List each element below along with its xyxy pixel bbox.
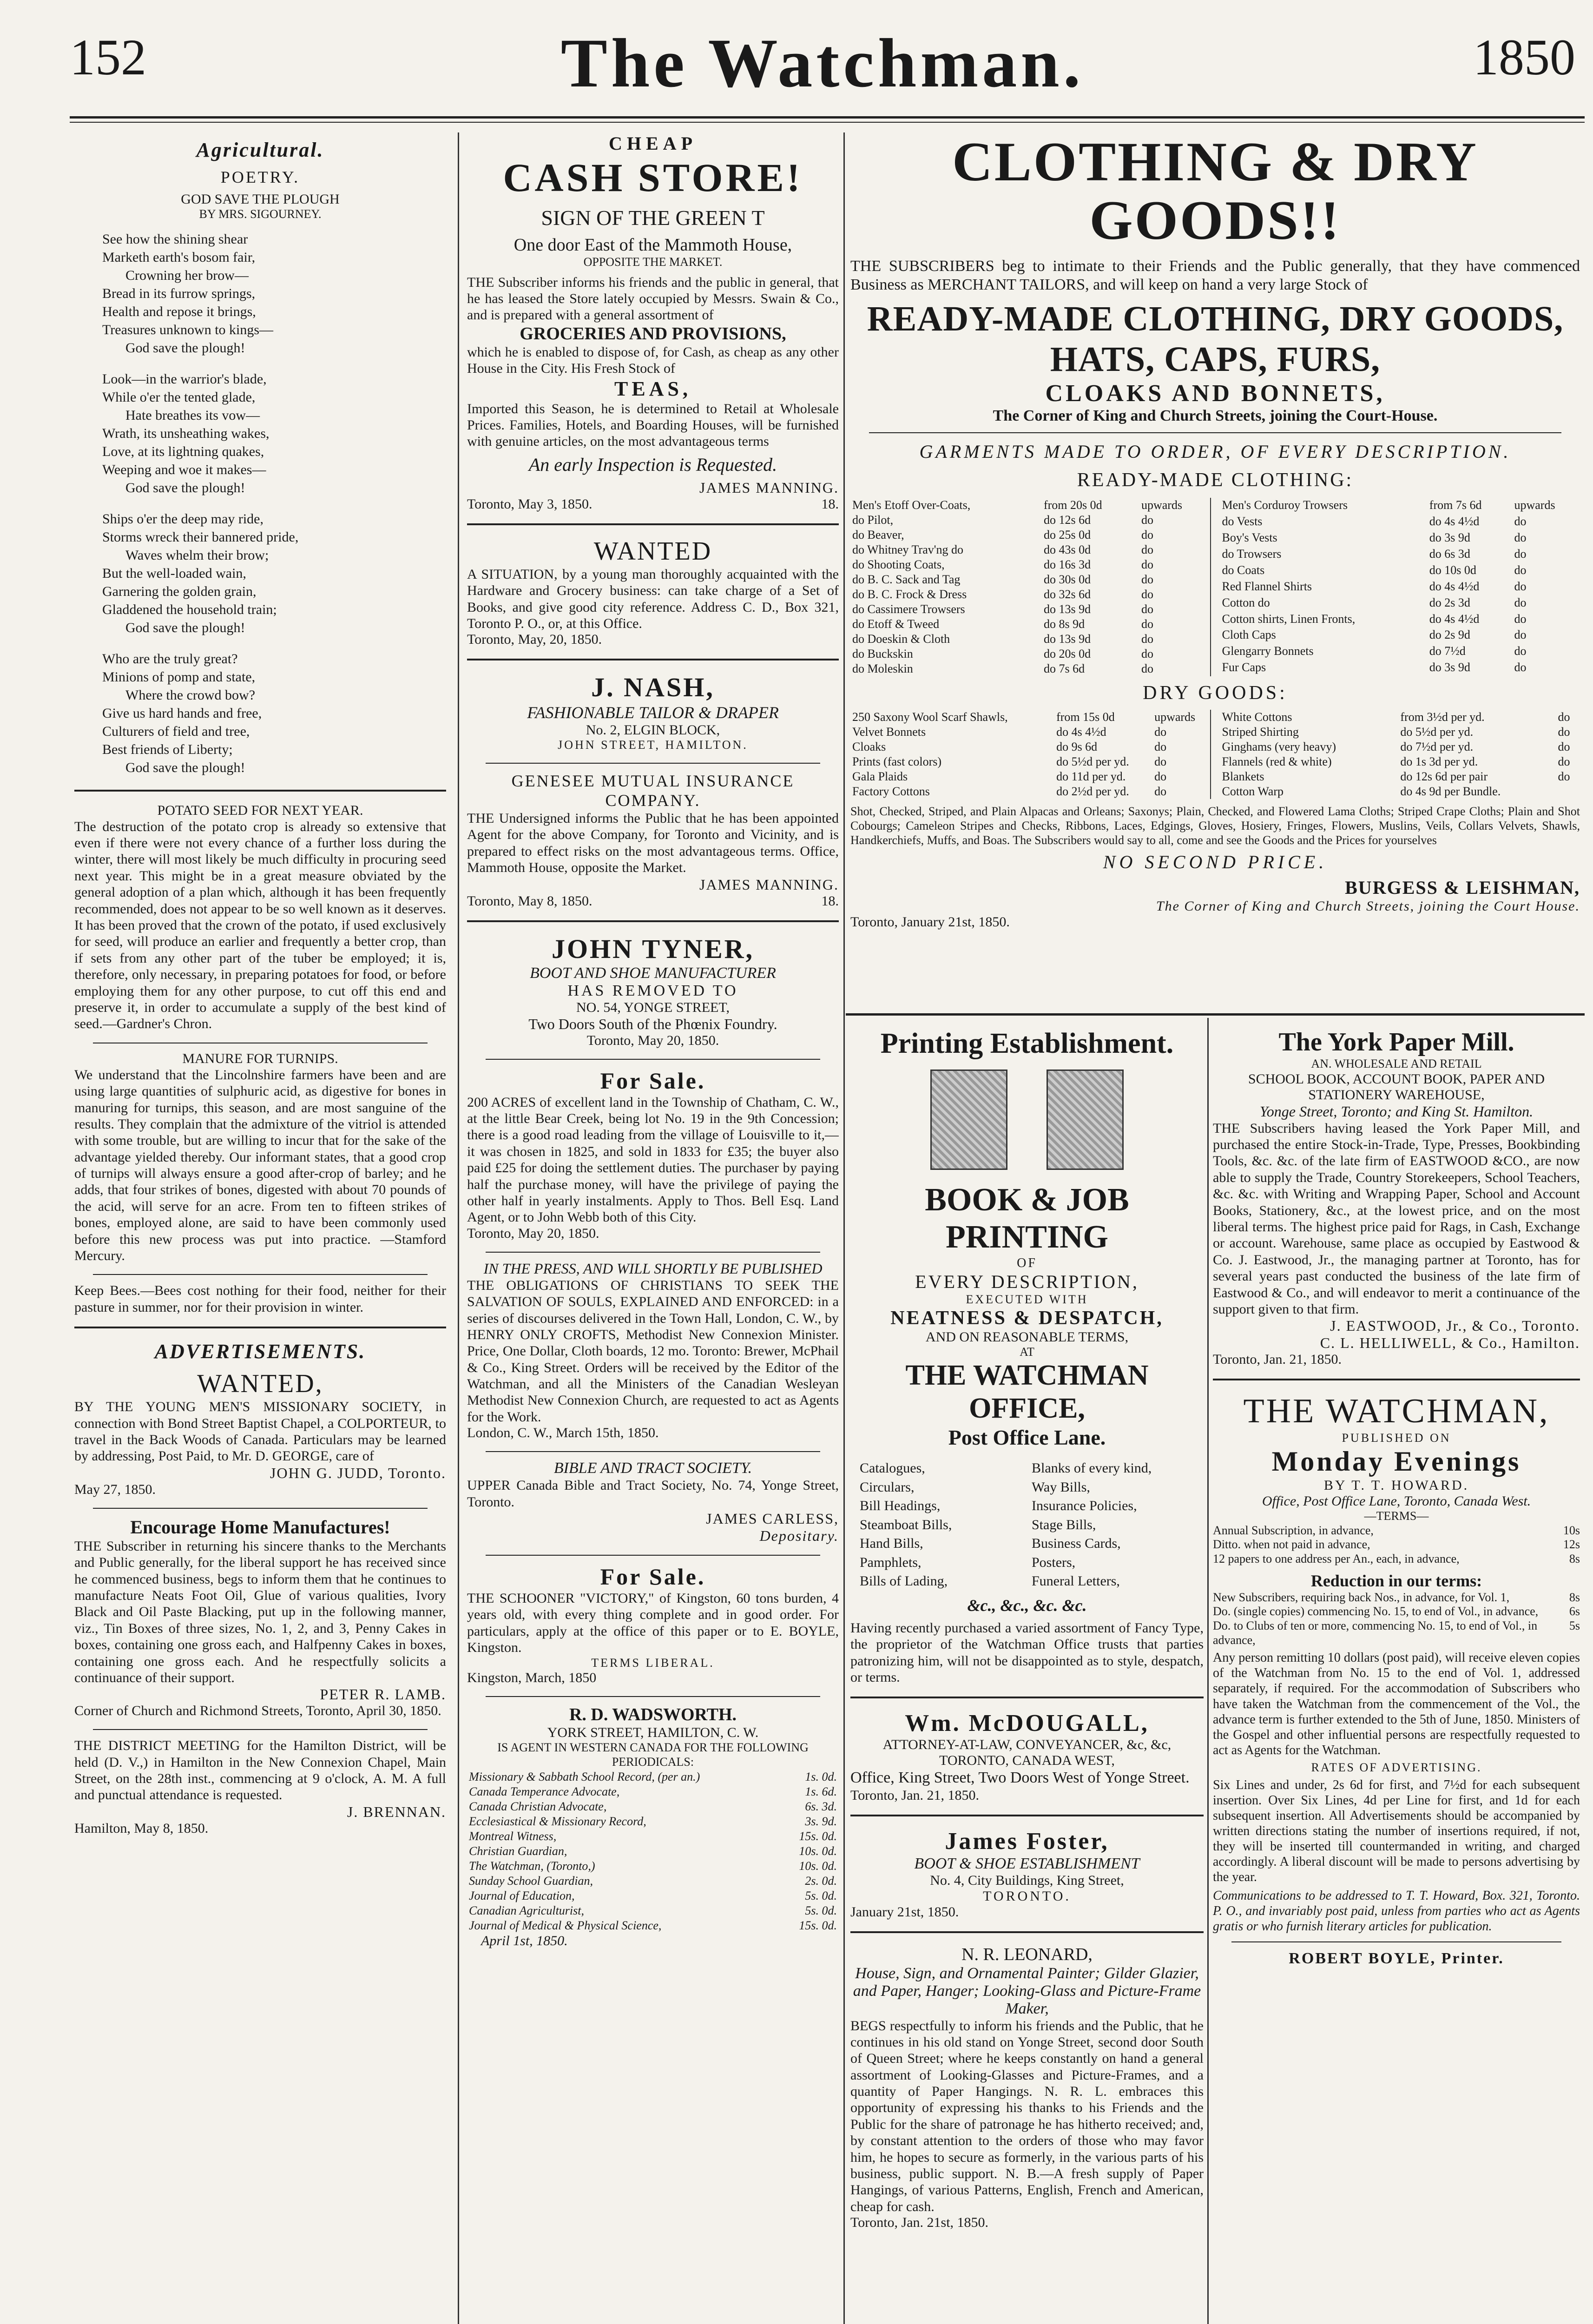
column-4: The York Paper Mill. AN. WHOLESALE AND RETAIL SCHOOL BOOK, ACCOUNT BOOK, PAPER AND STATIONERY WAREHOUSE, Yonge Street, Toronto; and King St. Hamilton. THE Subscribers having leased the York Paper Mill, and purchased the entire Stock-in-Trade, Type, Presses, Bookbinding Tools, &c. &c. of the late firm of EASTWOOD &CO., are now able to supply the Trade, Country Storekeepers, School Teachers, &c. &c. with Writing and Wrapping Paper, School and Account Books, Stationery, &c., at the lowest price, and on the most liberal terms. The highest price paid for Rags, in Cash, Exchange or account. Warehouse, same place as occupied by Eastwood & Co. J. Eastwood, Jr., the managing partner at Toronto, has for several years past conducted the business of the late firm of Eastwood & Co., and will endeavor to merit a continuance of the support given to that firm. J. EASTWOOD, Jr., & Co., Toronto. C. L. HELLIWELL, & Co., Hamilton. Toronto, Jan. 21, 1850. THE WATCHMAN, PUBLISHED ON Monday Evenings BY T. T. HOWARD. Office, Post Office Lane, Toronto, Canada West. —TERMS— Annual Subscription, in advance, 10s Ditto. when not paid in advance, 12s 12 papers to one address per An., each, in advance, 8s Reduction in our terms: New Subscribers, requiring back Nos., in advance, for Vol. 1, 8s Do. (single copies) commencing No. 15, to end of Vol., in advance, 6s Do. to Clubs of ten or more, commencing No. 15, to end of Vol., in advance, 5s Any person remitting 10 dollars (post paid), will receive eleven copies of the Watchman from No. 15 to the end of Vol. 1, addressed separately, if required. For the accommodation of Subscribers who have taken the Watchman from the commencement of the Vol., the advance term is further extended to the 5th of June, 1850. Ministers of the Gospel and other influential persons are respectfully requested to act as Agents for the Watchman. RATES OF ADVERTISING. Six Lines and under, 2s 6d for first, and 7½d for each subsequent insertion. Over Six Lines, 4d per Line for first, and 1d for each subsequent insertion. All Advertisements should be accompanied by written directions stating the number of insertions required, if not, they will be inserted till countermanded in writing, and charged accordingly. A liberal discount will be made to persons advertising by the year. Communications to be addressed to T. T. Howard, Box. 321, Toronto. P. O., and invariably post paid, unless from parties who act as Agents gratis or who furnish literary articles for publication. ROBERT BOYLE, Printer. bbox=[1213, 1028, 1580, 1967]
table-row: do Whitney Trav'ng do do 43s 0d do bbox=[852, 543, 1153, 557]
table-row: do Beaver, do 25s 0d do bbox=[852, 528, 1153, 542]
column-1: Agricultural. POETRY. GOD SAVE THE PLOUGH BY MRS. SIGOURNEY. See how the shining shear Marketh earth's bosom fair, Crowning her brow— Bread in its furrow springs, Health and repose it brings, Treasures unknown to kings— God save the plough! Look—in the warrior's blade, While o'er the tented glade, Hate breathes its vow— Wrath, its unsheathing wakes, Love, at its lightning quakes, Weeping and woe it makes— God save the plough! Ships o'er the deep may ride, Storms wreck their bannered pride, Waves whelm their brow; But the well-loaded wain, Garnering the golden grain, Gladdened the household train; God save the plough! Who are the truly great? Minions of pomp and state, Where the crowd bow? Give us hard hands and free, Culturers of field and tree, Best friends of Liberty; God save the plough! POTATO SEED FOR NEXT YEAR. The destruction of the potato crop is already so extensive that even if there were not every chance of a further loss during the winter, there will most likely be much difficulty in procuring seed next year. This might be in a great measure obviated by the general adoption of a plan which, although it has been frequently recommended, does not appear to be so well known as it deserves. It has been proved that the crown of the potato, if used exclusively for seed, will produce an earlier and frequently a better crop, than if sets from any other part of the tuber be employed; it is, therefore, only necessary, in preparing potatoes for food, or before employing them for any other purpose, to cut off this end and preserve it, in order to accumulate a supply of the best kind of seed.—Gardner's Chron. MANURE FOR TURNIPS. We understand that the Lincolnshire farmers have been and are using large quantities of sulphuric acid, as digestive for bones in manuring for turnips, this season, and are most sanguine of the results. They complain that the admixture of the vitriol is attended with some trouble, but are willing to incur that for the sake of the advantage yielded thereby. Our informant states, that a good crop of turnips will always ensure a good after-crop of barley; and he adds, that four strikes of bones, digested with about 70 pounds of the acid, will serve for an acre. From ten to fifteen strikes of bones, employed alone, are said to have been commonly used before this new process was put into practice. —Stamford Mercury. Keep Bees.—Bees cost nothing for their food, neither for their pasture in summer, nor for their provision in winter. ADVERTISEMENTS. WANTED, BY THE YOUNG MEN'S MISSIONARY SOCIETY, in connection with Bond Street Baptist Chapel, a COLPORTEUR, to travel in the Back Woods of Canada. Particulars may be learned by addressing, Post Paid, to Mr. D. GEORGE, care of JOHN G. JUDD, Toronto. May 27, 1850. Encourage Home Manufactures! THE Subscriber in returning his sincere thanks to the Merchants and Public generally, for the liberal support he has received since he commenced business, begs to inform them that he continues to manufacture Neats Foot Oil, Glue of various qualities, Ivory Black and Oil Paste Blacking, put up in the following manner, viz., Tin Boxes of three sizes, No. 1, 2, and 3, Penny Cakes in boxes, containing one gross each, and Halfpenny Cakes in boxes, containing one gross each. And he respectfully solicits a continuance of their support. PETER R. LAMB. Corner of Church and Richmond Streets, Toronto, April 30, 1850. THE DISTRICT MEETING for the Hamilton District, will be held (D. V.,) in Hamilton in the New Connexion Chapel, Main Street, on the 28th inst., commencing at 9 o'clock, A. M. A full and punctual attendance is requested. J. BRENNAN. Hamilton, May 8, 1850. bbox=[74, 139, 446, 1836]
wanted-heading: WANTED bbox=[593, 536, 712, 566]
masthead bbox=[70, 19, 1575, 112]
for-sale-heading: For Sale. bbox=[600, 1564, 706, 1590]
bible-society-heading: BIBLE AND TRACT SOCIETY. bbox=[553, 1459, 752, 1477]
clothing-bottom-rule bbox=[846, 1013, 1585, 1016]
leonard-heading: N. R. LEONARD, bbox=[961, 1944, 1093, 1964]
press-heading: IN THE PRESS, AND WILL SHORTLY BE PUBLISHED bbox=[483, 1260, 823, 1277]
no-second-price: NO SECOND PRICE. bbox=[1103, 852, 1328, 873]
table-row: Canada Temperance Advocate, 1s. 6d. bbox=[469, 1784, 837, 1798]
table-row: do Cassimere Trowsers do 13s 9d do bbox=[852, 602, 1153, 616]
year: 1850 bbox=[1473, 29, 1575, 86]
printer-figure-icon bbox=[1047, 1070, 1124, 1170]
table-row: Cloth Caps do 2s 9d do bbox=[1222, 628, 1527, 642]
newspaper-title: The Watchman. bbox=[560, 25, 1085, 102]
table-row: do Etoff & Tweed do 8s 9d do bbox=[852, 617, 1153, 631]
table-row: Fur Caps do 3s 9d do bbox=[1222, 660, 1527, 674]
table-row: Men's Etoff Over-Coats, from 20s 0d upwards bbox=[852, 498, 1183, 512]
genesee-heading: GENESEE MUTUAL INSURANCE COMPANY. bbox=[511, 772, 795, 810]
table-row: Montreal Witness, 15s. 0d. bbox=[469, 1829, 837, 1843]
poem-stanza: Ships o'er the deep may ride, Storms wreck their bannered pride, Waves whelm their brow; But the well-loaded wain, Garnering the golden grain, Gladdened the household train; God save the plough! bbox=[102, 511, 299, 635]
dry-goods-table-right bbox=[1220, 710, 1580, 799]
table-row: do Trowsers do 6s 3d do bbox=[1222, 547, 1527, 561]
potato-title: POTATO SEED FOR NEXT YEAR. bbox=[157, 802, 363, 818]
table-row: do Moleskin do 7s 6d do bbox=[852, 662, 1153, 676]
table-row: Sunday School Guardian, 2s. 0d. bbox=[469, 1874, 837, 1888]
column-divider bbox=[843, 132, 845, 2324]
ready-made-table-right bbox=[1220, 498, 1580, 676]
table-row: Ecclesiastical & Missionary Record, 3s. 9d. bbox=[469, 1814, 837, 1828]
column-3: Printing Establishment. BOOK & JOB PRINTING OF EVERY DESCRIPTION, EXECUTED WITH NEATNESS & DESPATCH, AND ON REASONABLE TERMS, AT THE WATCHMAN OFFICE, Post Office Lane. Catalogues, Circulars, Bill Headings, Steamboat Bills, Hand Bills, Pamphlets, Bills of Lading, Blanks of every kind, Way Bills, Insurance Policies, Stage Bills, Business Cards, Posters, Funeral Letters, &c., &c., &c. &c. Having recently purchased a varied assortment of Fancy Type, the proprietor of the Watchman Office trusts that parties patronizing him, will not be disappointed as to style, despatch, or terms. Wm. McDOUGALL, ATTORNEY-AT-LAW, CONVEYANCER, &c, &c, TORONTO, CANADA WEST, Office, King Street, Two Doors West of Yonge Street. Toronto, Jan. 21, 1850. James Foster, BOOT & SHOE ESTABLISHMENT No. 4, City Buildings, King Street, TORONTO. January 21st, 1850. N. R. LEONARD, House, Sign, and Ornamental Painter; Gilder Glazier, and Paper, Hanger; Looking-Glass and Picture-Frame Maker, BEGS respectfully to inform his friends and the Public, that he continues in his old stand on Yonge Street, second door South of Queen Street; where he keeps constantly on hand a general assortment of Looking-Glasses and Picture-Frames, and a quantity of Paper Hangings. N. R. L. embraces this opportunity of expressing his thanks to his Friends and the Public for the share of patronage he has hitherto received; and, by constant attention to the orders of those who may favor him, he hopes to secure as formerly, in the various parts of his business, public support. N. B.—A fresh supply of Paper Hangings, of various Patterns, English, French and American, cheap for cash. Toronto, Jan. 21st, 1850. bbox=[850, 1028, 1204, 2231]
advertisements-heading: ADVERTISEMENTS. bbox=[154, 1340, 366, 1363]
printing-heading: Printing Establishment. bbox=[880, 1028, 1174, 1059]
foster-heading: James Foster, bbox=[945, 1828, 1109, 1855]
table-row: Cloaks do 9s 6d do bbox=[852, 740, 1167, 754]
table-row: do B. C. Sack and Tag do 30s 0d do bbox=[852, 573, 1153, 587]
printer-credit: ROBERT BOYLE, Printer. bbox=[1289, 1949, 1504, 1967]
dry-goods-table-left bbox=[850, 710, 1211, 799]
table-row: Cotton do do 2s 3d do bbox=[1222, 595, 1527, 609]
clothing-ad: CLOTHING & DRY GOODS!! THE SUBSCRIBERS beg to intimate to their Friends and the Public generally, that they have commenced Business as MERCHANT TAILORS, and will keep on hand a very large Stock of READY-MADE CLOTHING, DRY GOODS, HATS, CAPS, FURS, CLOAKS AND BONNETS, The Corner of King and Church Streets, joining the Court-House. GARMENTS MADE TO ORDER, OF EVERY DESCRIPTION. READY-MADE CLOTHING: Men's Etoff Over-Coats, from 20s 0d upwards do Pilot, do 12s 6d do do Beaver, do 25s 0d do do Whitney Trav'ng do do 43s 0d do do Shooting Coats, do 16s 3d do do B. C. Sack and Tag do 30s 0d do do B. C. Frock & Dress do 32s 6d do do Cassimere Trowsers do 13s 9d do do Etoff & Tweed do 8s 9d do do Doeskin & Cloth do 13s 9d do do Buckskin do 20s 0d do do Moleskin do 7s 6d do Men's Corduroy Trowsers from 7s 6d upwards do Vests do 4s 4½d do Boy's Vests do 3s 9d do do Trowsers do 6s 3d do do Coats do 10s 0d do Red Flannel Shirts do 4s 4½d do Cotton do do 2s 3d do Cotton shirts, Linen Fronts, do 4s 4½d do Cloth Caps do 2s 9d do Glengarry Bonnets do 7½d do Fur Caps do 3s 9d do DRY GOODS: 250 Saxony Wool Scarf Shawls, from 15s 0d upwards Velvet Bonnets do 4s 4½d do Cloaks do 9s 6d do Prints (fast colors) do 5½d per yd. do Gala Plaids do 11d per yd. do Factory Cottons do 2½d per yd. do White Cottons from 3½d per yd. do Striped Shirting do 5½d per yd. do Ginghams (very heavy) do 7½d per yd. do Flannels (red & white) do 1s 3d per yd. do Blankets do 12s 6d per pair do Cotton Warp do 4s 9d per Bundle. Shot, Checked, Striped, and Plain Alpacas and Orleans; Saxonys; Plain, Checked, and Flowered Lama Cloths; Striped Crape Cloths; Plain and Shot Cobourgs; Cameleon Stripes and Checks, Ribbons, Laces, Edgings, Gloves, Hosiery, Fringes, Flowers, Muslins, Veils, Collars Velvets, Shawls, Handkerchiefs, Muffs, and Boas. The Subscribers would say to all, come and see the Goods and the Prices for yourselves NO SECOND PRICE. BURGESS & LEISHMAN, The Corner of King and Church Streets, joining the Court House. Toronto, January 21st, 1850. bbox=[850, 132, 1580, 930]
table-row: Striped Shirting do 5½d per yd. do bbox=[1222, 725, 1570, 739]
table-row: Canadian Agriculturist, 5s. 0d. bbox=[469, 1903, 837, 1917]
tyner-heading: JOHN TYNER, bbox=[551, 933, 755, 964]
table-row: The Watchman, (Toronto,) 10s. 0d. bbox=[469, 1859, 837, 1873]
page-number: 152 bbox=[70, 29, 146, 86]
cheap-label: CHEAP bbox=[609, 133, 697, 154]
manure-article: We understand that the Lincolnshire farmers have been and are using large quantities of sulphuric acid, as digestive for bones in manuring for turnips, this season, and are most sanguine of the results. They complain that the admixture of the vitriol is attended with some trouble, but are willing to incur that for the sake of the advantage yielded thereby. Our informant states, that a good crop of turnips will always ensure a good after-crop of barley; and he adds, that four strikes of bones, digested with about 70 pounds of the acid, will serve for an acre. From ten to fifteen strikes of bones, employed alone, are said to have been commonly used before this new process was put into practice. —Stamford Mercury. bbox=[74, 1067, 446, 1264]
manure-title: MANURE FOR TURNIPS. bbox=[182, 1050, 338, 1066]
bees-note: Keep Bees.—Bees cost nothing for their food, neither for their pasture in summer, nor for their provision in winter. bbox=[74, 1283, 446, 1315]
table-row: Boy's Vests do 3s 9d do bbox=[1222, 531, 1527, 545]
table-row: Red Flannel Shirts do 4s 4½d do bbox=[1222, 579, 1527, 593]
wanted-ad: BY THE YOUNG MEN'S MISSIONARY SOCIETY, in connection with Bond Street Baptist Chapel, a COLPORTEUR, to travel in the Back Woods of Canada. Particulars may be learned by addressing, Post Paid, to Mr. D. GEORGE, care of bbox=[74, 1399, 446, 1464]
poem-stanza: Who are the truly great? Minions of pomp and state, Where the crowd bow? Give us hard hands and free, Culturers of field and tree, Best friends of Liberty; God save the plough! bbox=[102, 651, 262, 775]
poem-title: GOD SAVE THE PLOUGH bbox=[181, 191, 340, 207]
column-2: CHEAP CASH STORE! SIGN OF THE GREEN T One door East of the Mammoth House, OPPOSITE THE MARKET. THE Subscriber informs his friends and the public in general, that he has leased the Store lately occupied by Messrs. Swain & Co., and is prepared with a general assortment of GROCERIES AND PROVISIONS, which he is enabled to dispose of, for Cash, as cheap as any other House in the City. His Fresh Stock of TEAS, Imported this Season, he is determined to Retail at Wholesale Prices. Families, Hotels, and Boarding Houses, will be furnished with genuine articles, on the most advantageous terms An early Inspection is Requested. JAMES MANNING. Toronto, May 3, 1850. 18. WANTED A SITUATION, by a young man thoroughly acquainted with the Hardware and Grocery business: can take charge of a Set of Books, and give good city reference. Address C. D., Box 321, Toronto P. O., or, at this Office. Toronto, May, 20, 1850. J. NASH, FASHIONABLE TAILOR & DRAPER No. 2, ELGIN BLOCK, JOHN STREET, HAMILTON. GENESEE MUTUAL INSURANCE COMPANY. THE Undersigned informs the Public that he has been appointed Agent for the above Company, for Toronto and Vicinity, and is prepared to effect risks on the most advantageous terms. Office, Mammoth House, opposite the Market. JAMES MANNING. Toronto, May 8, 1850. 18. JOHN TYNER, BOOT AND SHOE MANUFACTURER HAS REMOVED TO NO. 54, YONGE STREET, Two Doors South of the Phœnix Foundry. Toronto, May 20, 1850. For Sale. 200 ACRES of excellent land in the Township of Chatham, C. W., at the little Bear Creek, being lot No. 19 in the 9th Concession; there is a good road leading from the village of Louisville to it,—it was chosen in 1825, and sold in 1833 for £35; the buyer also paid £25 for doing the settlement duties. The purchaser by paying half the purchase money, will have the privilege of paying the other half in yearly instalments. Apply to Thos. Bell Esq. Land Agent, or to John Webb both of this City. Toronto, May 20, 1850. IN THE PRESS, AND WILL SHORTLY BE PUBLISHED THE OBLIGATIONS OF CHRISTIANS TO SEEK THE SALVATION OF SOULS, EXPLAINED AND ENFORCED: in a series of discourses delivered in the Town Hall, London, C. W., by HENRY ONLY CROFTS, Methodist New Connexion Minister. Price, One Dollar, Cloth boards, 12 mo. Toronto: Brewer, McPhail & Co., King Street. Orders will be received by the Editor of the Watchman, and all the Ministers of the Canadian Wesleyan Methodist New Connexion Church, are requested to act as Agents for the Work. London, C. W., March 15th, 1850. BIBLE AND TRACT SOCIETY. UPPER Canada Bible and Tract Society, No. 74, Yonge Street, Toronto. JAMES CARLESS, Depositary. For Sale. THE SCHOONER "VICTORY," of Kingston, 60 tons burden, 4 years old, with every thing complete and in good order. For particulars, apply at the office of this paper or to E. BOYLE, Kingston. TERMS LIBERAL. Kingston, March, 1850 R. D. WADSWORTH. YORK STREET, HAMILTON, C. W. IS AGENT IN WESTERN CANADA FOR THE FOLLOWING PERIODICALS: Missionary & Sabbath School Record, (per an.) 1s. 0d. Canada Temperance Advocate, 1s. 6d. Canada Christian Advocate, 6s. 3d. Ecclesiastical & Missionary Record, 3s. 9d. Montreal Witness, 15s. 0d. Christian Guardian, 10s. 0d. The Watchman, (Toronto,) 10s. 0d. Sunday School Guardian, 2s. 0d. Journal of Education, 5s. 0d. Canadian Agriculturist, 5s. 0d. Journal of Medical & Physical Science, 15s. 0d. April 1st, 1850. bbox=[467, 133, 839, 1948]
wadsworth-heading: R. D. WADSWORTH. bbox=[569, 1705, 737, 1725]
table-row: do Vests do 4s 4½d do bbox=[1222, 515, 1527, 528]
column-divider bbox=[1207, 1018, 1209, 2324]
table-row: Cotton shirts, Linen Fronts, do 4s 4½d do bbox=[1222, 612, 1527, 626]
table-row: Cotton Warp do 4s 9d per Bundle. bbox=[1222, 785, 1501, 799]
table-row: do Shooting Coats, do 16s 3d do bbox=[852, 558, 1153, 572]
poem-stanza: See how the shining shear Marketh earth's bosom fair, Crowning her brow— Bread in its furrow springs, Health and repose it brings, Treasures unknown to kings— God save the plough! bbox=[102, 231, 274, 356]
clothing-heading: CLOTHING & DRY GOODS!! bbox=[952, 132, 1478, 251]
header-rule-thin bbox=[70, 122, 1585, 123]
table-row: Journal of Education, 5s. 0d. bbox=[469, 1888, 837, 1902]
for-sale-heading: For Sale. bbox=[600, 1067, 706, 1094]
home-manufactures-heading: Encourage Home Manufactures! bbox=[130, 1516, 390, 1538]
table-row: Glengarry Bonnets do 7½d do bbox=[1222, 644, 1527, 658]
nash-heading: J. NASH, bbox=[591, 672, 715, 703]
table-row: 250 Saxony Wool Scarf Shawls, from 15s 0d upwards bbox=[852, 710, 1196, 724]
ready-made-table-left bbox=[850, 498, 1211, 676]
table-row: do Pilot, do 12s 6d do bbox=[852, 513, 1153, 527]
agricultural-heading: Agricultural. bbox=[196, 139, 324, 161]
district-meeting-notice: THE DISTRICT MEETING for the Hamilton District, will be held (D. V.,) in Hamilton in the New Connexion Chapel, Main Street, on the 28th inst., commencing at 9 o'clock, A. M. A full and punctual attendance is requested. bbox=[74, 1738, 446, 1803]
printing-illustrations bbox=[850, 1070, 1204, 1172]
york-paper-mill-heading: The York Paper Mill. bbox=[1278, 1028, 1514, 1056]
table-row: Velvet Bonnets do 4s 4½d do bbox=[852, 725, 1167, 739]
periodicals-table bbox=[467, 1769, 839, 1933]
table-row: Canada Christian Advocate, 6s. 3d. bbox=[469, 1799, 837, 1813]
poem-stanza: Look—in the warrior's blade, While o'er the tented glade, Hate breathes its vow— Wrath, its unsheathing wakes, Love, at its lightning quakes, Weeping and woe it makes— God save the plough! bbox=[102, 371, 270, 495]
watchman-heading: THE WATCHMAN, bbox=[1243, 1392, 1550, 1431]
table-row: Gala Plaids do 11d per yd. do bbox=[852, 770, 1167, 784]
mcdougall-heading: Wm. McDOUGALL, bbox=[905, 1710, 1149, 1737]
table-row: White Cottons from 3½d per yd. do bbox=[1222, 710, 1570, 724]
printer-figure-icon bbox=[930, 1070, 1007, 1170]
sign-heading: SIGN OF THE GREEN T bbox=[541, 206, 765, 230]
home-manufactures-ad: THE Subscriber in returning his sincere thanks to the Merchants and Public generally, for the liberal support he has received since he commenced business, begs to inform them that he continues to manufacture Neats Foot Oil, Glue of various qualities, Ivory Black and Oil Paste Blacking, put up in the following manner, viz., Tin Boxes of three sizes, No. 1, 2, and 3, Penny Cakes in boxes, containing one gross each, and Halfpenny Cakes in boxes, containing one gross each. And he respectfully solicits a continuance of their support. bbox=[74, 1538, 446, 1685]
table-row: do B. C. Frock & Dress do 32s 6d do bbox=[852, 588, 1153, 601]
header-rule bbox=[70, 116, 1585, 119]
poem bbox=[74, 230, 446, 777]
table-row: Journal of Medical & Physical Science, 15s. 0d. bbox=[469, 1918, 837, 1932]
table-row: Flannels (red & white) do 1s 3d per yd. do bbox=[1222, 755, 1570, 769]
potato-article: The destruction of the potato crop is already so extensive that even if there were not every chance of a further loss during the winter, there will most likely be much difficulty in procuring seed next year. This might be in a great measure obviated by the general adoption of a plan which, although it has been frequently recommended, does not appear to be so well known as it deserves. It has been proved that the crown of the potato, if used exclusively for seed, will produce an earlier and frequently a better crop, than if sets from any other part of the tuber be employed; it is, therefore, only necessary, in preparing potatoes for food, or before employing them for any other purpose, to cut off this end and preserve it, in order to accumulate a supply of the best kind of seed.—Gardner's Chron. bbox=[74, 819, 446, 1032]
poetry-label: POETRY. bbox=[220, 168, 300, 186]
cash-store-heading: CASH STORE! bbox=[503, 155, 803, 200]
table-row: Prints (fast colors) do 5½d per yd. do bbox=[852, 755, 1167, 769]
table-row: Ginghams (very heavy) do 7½d per yd. do bbox=[1222, 740, 1570, 754]
table-row: Factory Cottons do 2½d per yd. do bbox=[852, 785, 1167, 799]
table-row: Christian Guardian, 10s. 0d. bbox=[469, 1844, 837, 1858]
table-row: Blankets do 12s 6d per pair do bbox=[1222, 770, 1570, 784]
table-row: do Buckskin do 20s 0d do bbox=[852, 647, 1153, 661]
printing-items: Catalogues, Circulars, Bill Headings, Steamboat Bills, Hand Bills, Pamphlets, Bills of Lading, Blanks of every kind, Way Bills, Insurance Policies, Stage Bills, Business Cards, Posters, Funeral Letters, bbox=[860, 1460, 1152, 1589]
column-divider bbox=[458, 132, 459, 2324]
table-row: do Doeskin & Cloth do 13s 9d do bbox=[852, 632, 1153, 646]
table-row: do Coats do 10s 0d do bbox=[1222, 563, 1527, 577]
wanted-heading: WANTED, bbox=[197, 1369, 323, 1399]
table-row: Missionary & Sabbath School Record, (per an.) 1s. 0d. bbox=[469, 1769, 837, 1783]
poem-author: BY MRS. SIGOURNEY. bbox=[199, 207, 322, 221]
table-row: Men's Corduroy Trowsers from 7s 6d upwards bbox=[1222, 498, 1555, 512]
